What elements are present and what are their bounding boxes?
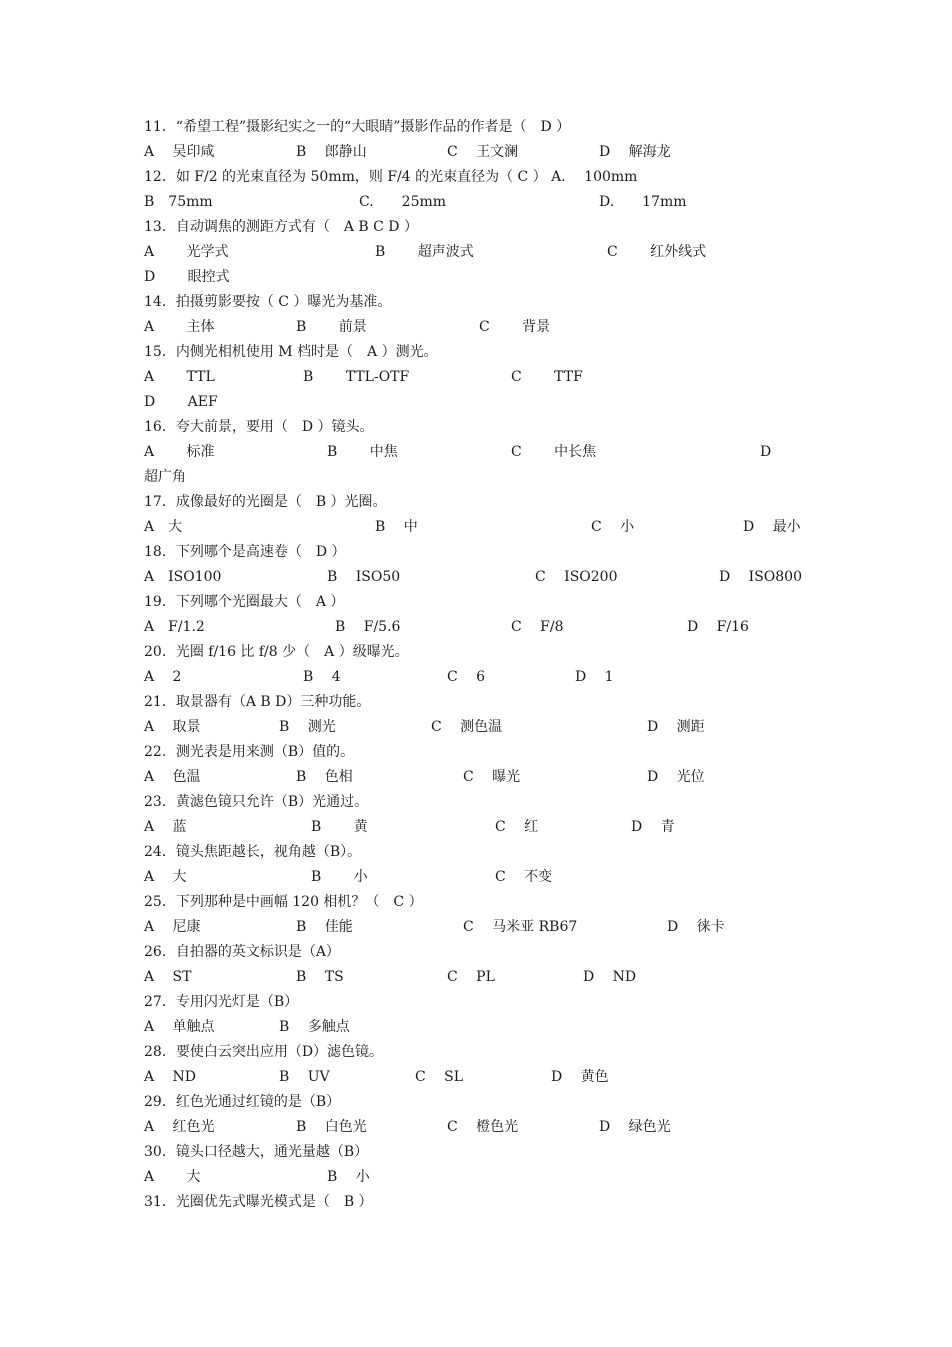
question-label: 23．黄滤色镜只允许（B）光通过。: [144, 794, 369, 810]
question-text: [144, 690, 844, 715]
answer-option: C TTF: [511, 369, 583, 385]
answer-option: C 6: [447, 669, 486, 685]
answer-option: C 测色温: [431, 719, 503, 735]
answer-option: B 多触点: [279, 1019, 350, 1035]
option-row: [144, 715, 844, 740]
option-row: [144, 1015, 844, 1040]
answer-option: C 小: [591, 519, 635, 535]
option-row: [144, 440, 844, 465]
answer-option: A ISO100: [144, 569, 222, 585]
question-text: [144, 1190, 844, 1215]
answer-option: B UV: [279, 1069, 330, 1085]
answer-option: C 不变: [495, 869, 553, 885]
answer-option: D: [760, 444, 772, 460]
answer-option: B 郎静山: [296, 144, 367, 160]
answer-option: B 测光: [279, 719, 336, 735]
question-text: [144, 990, 844, 1015]
answer-option: C. 25mm: [359, 194, 447, 210]
answer-option: C 红外线式: [607, 244, 707, 260]
answer-option: C PL: [447, 969, 495, 985]
question-label: 15．内侧光相机使用 M 档时是（ A ）测光。: [144, 344, 438, 360]
answer-option: A F/1.2: [144, 619, 205, 635]
question-label: 24．镜头焦距越长，视角越（B）。: [144, 844, 362, 860]
answer-option: D 光位: [647, 769, 705, 785]
option-row: [144, 390, 844, 415]
answer-option: D 测距: [647, 719, 705, 735]
question-text: [144, 840, 844, 865]
answer-option: C 背景: [479, 319, 551, 335]
question-label: 12．如 F/2 的光束直径为 50mm，则 F/4 的光束直径为（ C ） A. 100mm: [144, 169, 638, 185]
question-text: [144, 1090, 844, 1115]
answer-option: C 马米亚 RB67: [463, 919, 578, 935]
option-row: [144, 865, 844, 890]
answer-option: C 王文澜: [447, 144, 519, 160]
answer-option: C 橙色光: [447, 1119, 519, 1135]
option-row: [144, 1115, 844, 1140]
answer-option: D. 17mm: [599, 194, 687, 210]
answer-option: B 小: [311, 869, 368, 885]
answer-option: B ISO50: [327, 569, 401, 585]
answer-option: D 青: [631, 819, 675, 835]
question-label: 27．专用闪光灯是（B）: [144, 994, 299, 1010]
question-label: 26．自拍器的英文标识是（A）: [144, 944, 340, 960]
question-text: [144, 115, 844, 140]
question-text: [144, 640, 844, 665]
question-text: [144, 215, 844, 240]
answer-option: C F/8: [511, 619, 564, 635]
question-text: [144, 165, 844, 190]
answer-option: D 1: [575, 669, 614, 685]
option-row: [144, 190, 844, 215]
answer-option: A 大: [144, 1169, 201, 1185]
answer-option: C ISO200: [535, 569, 618, 585]
answer-option: A 尼康: [144, 919, 201, 935]
option-row: [144, 765, 844, 790]
question-label: 30．镜头口径越大，通光量越（B）: [144, 1144, 369, 1160]
answer-option: A 大: [144, 869, 187, 885]
question-text: [144, 415, 844, 440]
answer-option: D 解海龙: [599, 144, 671, 160]
answer-option: B 75mm: [144, 194, 213, 210]
question-label: 19．下列哪个光圈最大（ A ）: [144, 594, 345, 610]
answer-option: B 中焦: [327, 444, 398, 460]
answer-option: A ND: [144, 1069, 197, 1085]
answer-option: D ND: [583, 969, 637, 985]
question-label: 11．“希望工程”摄影纪实之一的“大眼睛”摄影作品的作者是（ D ）: [144, 119, 571, 135]
answer-option: B TTL-OTF: [303, 369, 410, 385]
answer-option: A 2: [144, 669, 182, 685]
answer-option: B 超声波式: [375, 244, 474, 260]
answer-option: A 蓝: [144, 819, 187, 835]
question-text: [144, 940, 844, 965]
question-text: [144, 590, 844, 615]
answer-option: B 色相: [296, 769, 353, 785]
answer-option: B 黄: [311, 819, 368, 835]
question-list: [144, 115, 844, 1215]
option-row: [144, 265, 844, 290]
question-text: [144, 490, 844, 515]
option-row: [144, 315, 844, 340]
answer-option: A 吴印咸: [144, 144, 215, 160]
option-row: [144, 565, 844, 590]
question-label: 21．取景器有（A B D）三种功能。: [144, 694, 371, 710]
question-text: [144, 340, 844, 365]
question-text: [144, 790, 844, 815]
answer-option: A TTL: [144, 369, 215, 385]
answer-option: A 光学式: [144, 244, 229, 260]
option-row: [144, 365, 844, 390]
question-text: [144, 1140, 844, 1165]
question-label: 17．成像最好的光圈是（ B ）光圈。: [144, 494, 387, 510]
option-row: [144, 665, 844, 690]
option-row: [144, 915, 844, 940]
question-label: 18．下列哪个是高速卷（ D ）: [144, 544, 346, 560]
answer-option: D 眼控式: [144, 269, 230, 285]
question-label: 29．红色光通过红镜的是（B）: [144, 1094, 341, 1110]
answer-option: C 中长焦: [511, 444, 597, 460]
answer-option: B 白色光: [296, 1119, 367, 1135]
option-row: [144, 615, 844, 640]
answer-option: C 红: [495, 819, 539, 835]
question-text: [144, 1040, 844, 1065]
answer-option: D 徕卡: [667, 919, 725, 935]
answer-option: B 小: [327, 1169, 370, 1185]
answer-option: C SL: [415, 1069, 464, 1085]
answer-option: B TS: [296, 969, 344, 985]
answer-option: B 佳能: [296, 919, 353, 935]
answer-option: D AEF: [144, 394, 218, 410]
answer-option: A 标准: [144, 444, 215, 460]
answer-option: 超广角: [144, 469, 186, 485]
answer-option: C 曝光: [463, 769, 521, 785]
answer-option: B 4: [303, 669, 341, 685]
question-label: 20．光圈 f/16 比 f/8 少（ A ）级曝光。: [144, 644, 409, 660]
answer-option: D ISO800: [719, 569, 802, 585]
option-row: [144, 1065, 844, 1090]
answer-option: A 色温: [144, 769, 201, 785]
answer-option: A 红色光: [144, 1119, 215, 1135]
answer-option: D F/16: [687, 619, 749, 635]
question-label: 14．拍摄剪影要按（ C ）曝光为基准。: [144, 294, 392, 310]
question-label: 13．自动调焦的测距方式有（ A B C D ）: [144, 219, 418, 235]
answer-option: D 黄色: [551, 1069, 609, 1085]
option-row: [144, 815, 844, 840]
answer-option: B 前景: [296, 319, 367, 335]
question-text: [144, 290, 844, 315]
option-row: [144, 240, 844, 265]
answer-option: D 绿色光: [599, 1119, 671, 1135]
question-label: 25．下列那种是中画幅 120 相机？（ C ）: [144, 894, 423, 910]
answer-option: B 中: [375, 519, 418, 535]
question-text: [144, 890, 844, 915]
option-row: [144, 140, 844, 165]
answer-option: A 大: [144, 519, 183, 535]
answer-option: A 单触点: [144, 1019, 215, 1035]
question-text: [144, 740, 844, 765]
answer-option: B F/5.6: [335, 619, 401, 635]
option-row: [144, 465, 844, 490]
question-label: 28．要使白云突出应用（D）滤色镜。: [144, 1044, 384, 1060]
question-label: 31．光圈优先式曝光模式是（ B ）: [144, 1194, 373, 1210]
option-row: [144, 1165, 844, 1190]
option-row: [144, 515, 844, 540]
answer-option: A ST: [144, 969, 192, 985]
answer-option: A 取景: [144, 719, 201, 735]
option-row: [144, 965, 844, 990]
question-label: 16．夸大前景，要用（ D ）镜头。: [144, 419, 374, 435]
answer-option: A 主体: [144, 319, 215, 335]
answer-option: D 最小: [743, 519, 801, 535]
question-label: 22．测光表是用来测（B）值的。: [144, 744, 355, 760]
question-text: [144, 540, 844, 565]
